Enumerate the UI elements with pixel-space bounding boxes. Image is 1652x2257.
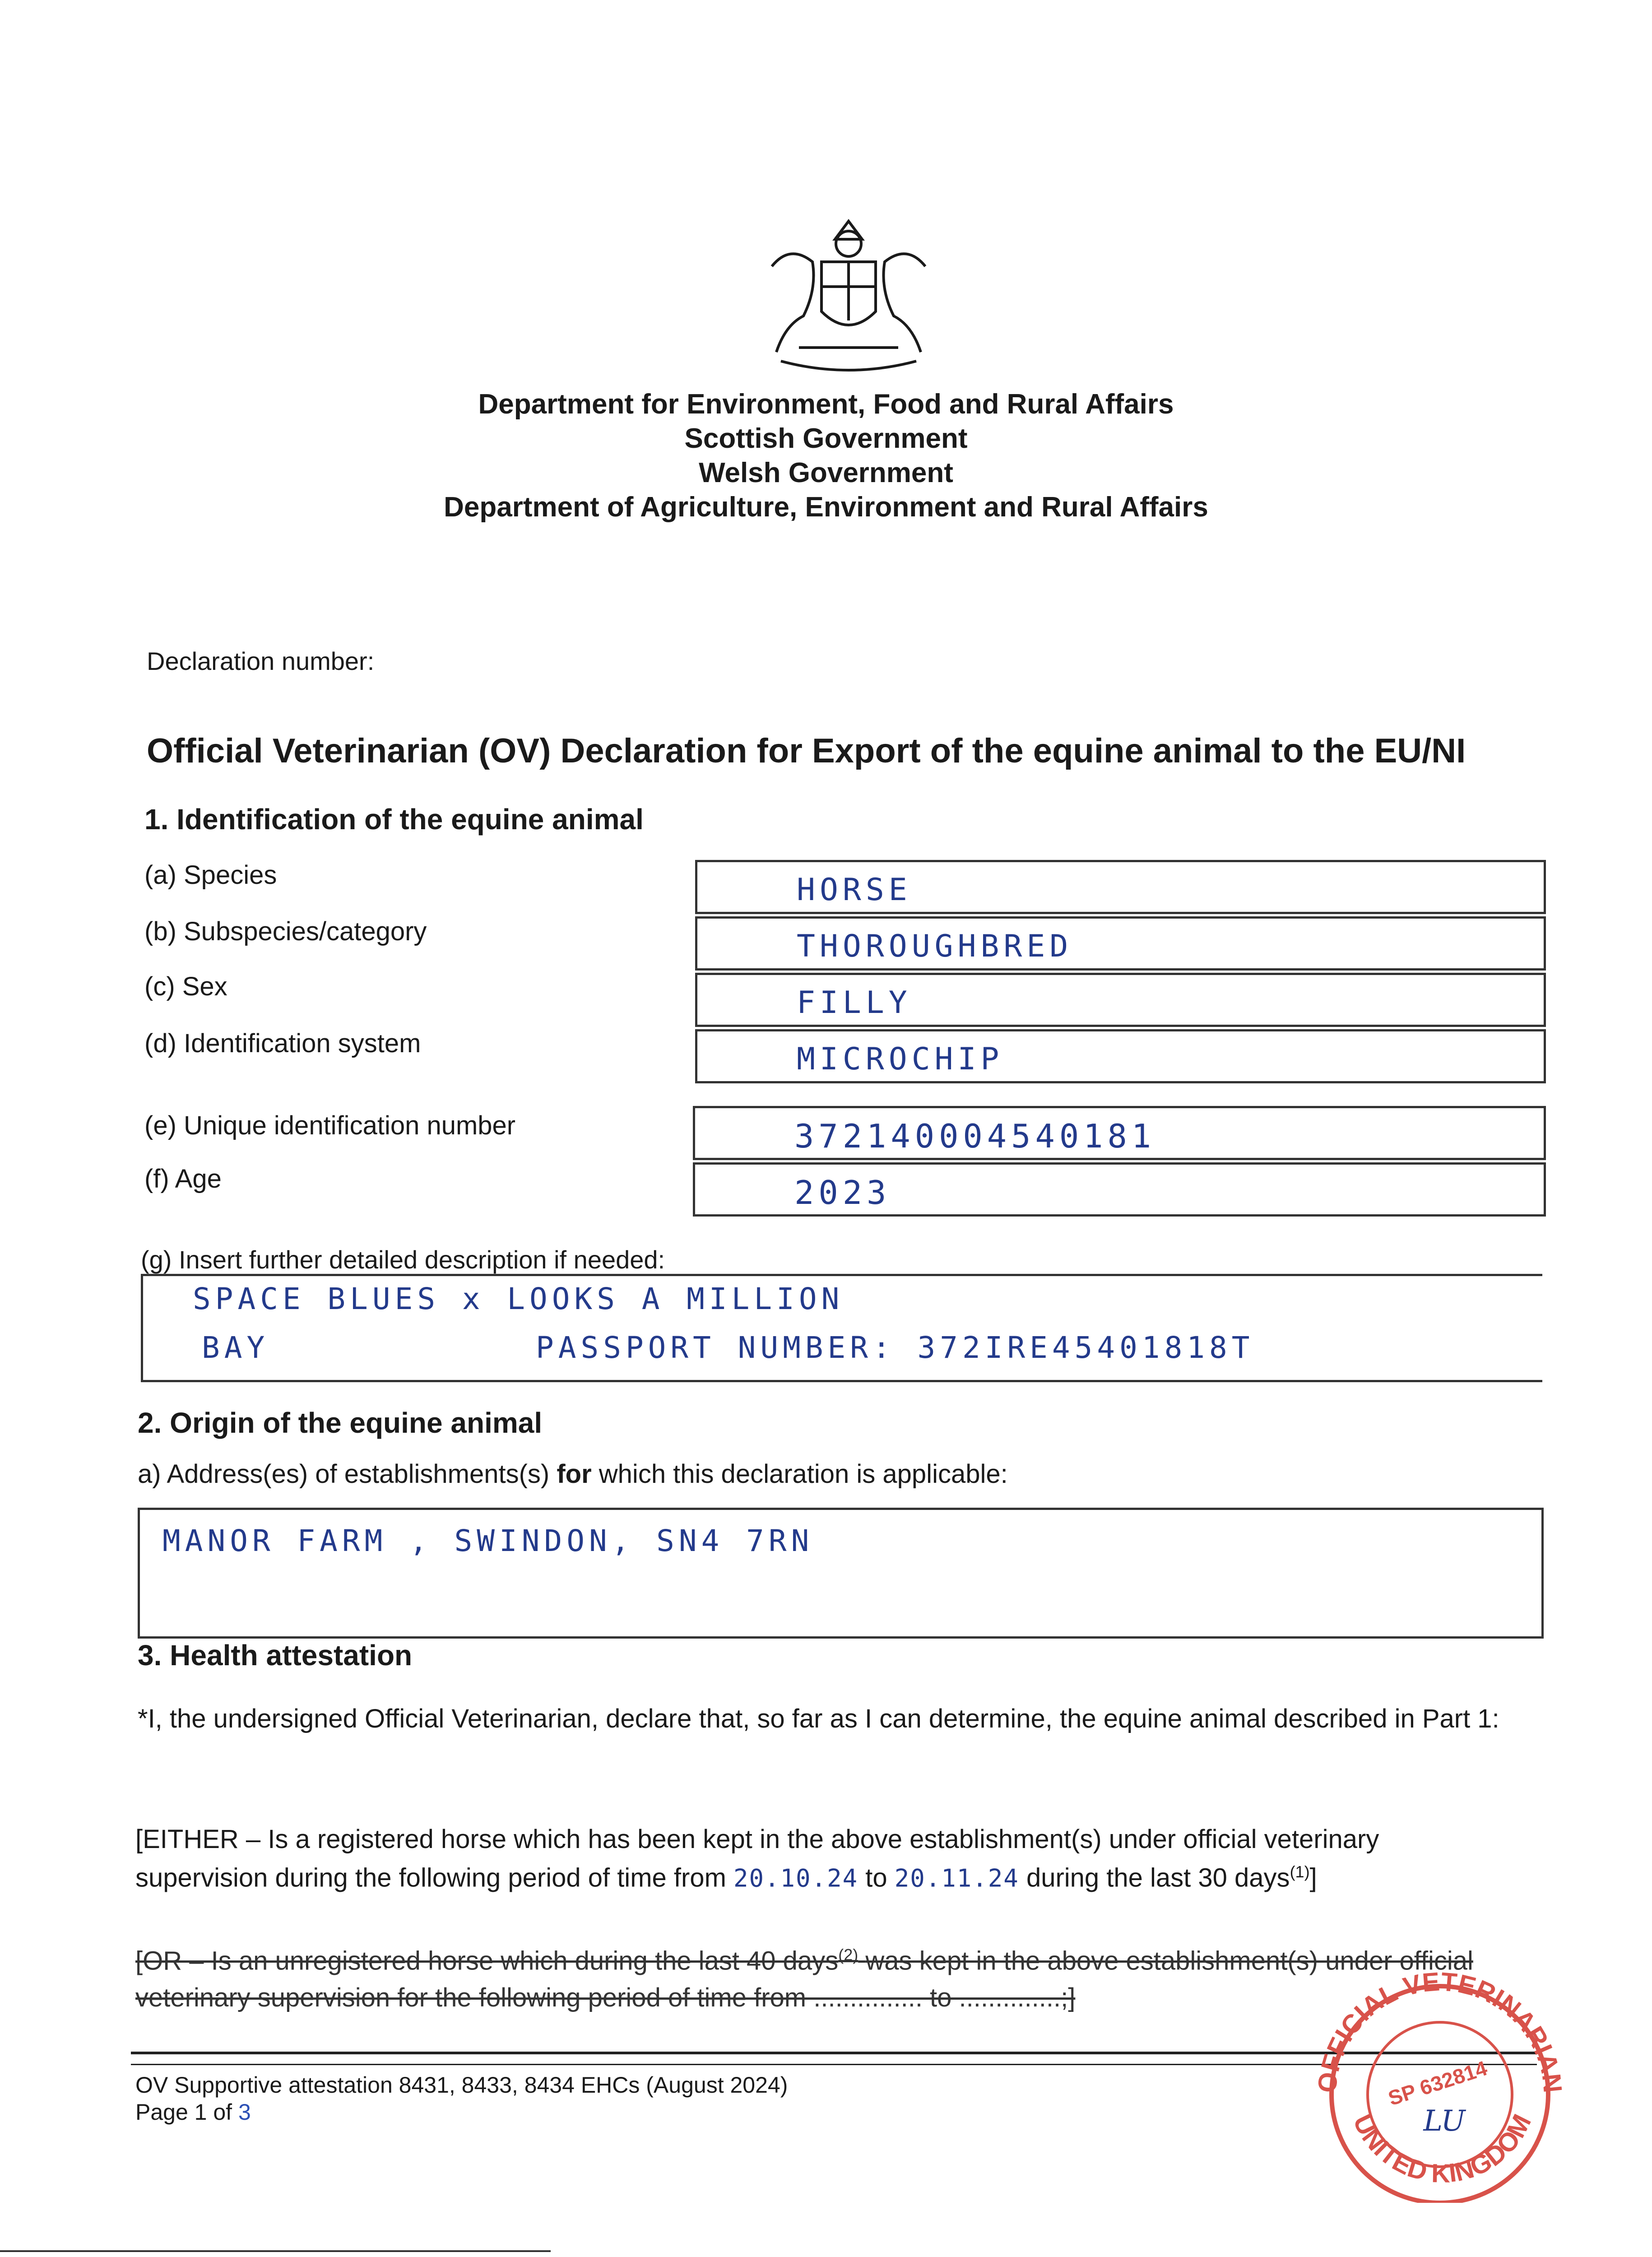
stamp-top-text: OFFICIAL VETERINARIAN [1312,1967,1568,2094]
stamp-number: SP 632814 [1385,2056,1490,2110]
unique-id-value: 372140004540181 [794,1117,1156,1155]
declaration-number-label: Declaration number: [147,647,375,675]
subspecies-field [695,916,1546,971]
page-title: Official Veterinarian (OV) Declaration for Export of the equine animal to the EU/NI [147,732,1466,770]
health-attestation-intro: *I, the undersigned Official Veterinarian, declare that, so far as I can determine, the equine animal described in Part 1: [138,1704,1499,1733]
department-scottish-gov: Scottish Government [684,423,968,454]
or-clause-text: [OR – Is an unregistered horse which during the last 40 days [135,1946,839,1976]
age-field [693,1162,1546,1217]
royal-coat-of-arms [745,212,952,379]
page-total: 3 [238,2099,251,2125]
age-value: 2023 [794,1174,891,1212]
further-description-box [141,1274,1542,1382]
or-clause-line2: veterinary supervision for the following period of time from ............... to ..............;] [135,1983,1076,2012]
further-description-line1: SPACE BLUES x LOOKS A MILLION [193,1282,844,1316]
or-clause-line1 [135,1946,1473,1976]
either-clause-text: supervision during the following period of time from [135,1863,726,1893]
either-clause-close: ] [1309,1863,1317,1893]
address-label-text-end: which this declaration is applicable: [591,1459,1008,1489]
sex-field [695,973,1546,1027]
unique-id-field [693,1106,1546,1160]
either-clause-line1: [EITHER – Is a registered horse which has been kept in the above establishment(s) under official veterinary [135,1825,1379,1854]
scan-edge-line [0,2250,551,2252]
species-value: HORSE [797,872,912,908]
further-description-passport: PASSPORT NUMBER: 372IRE45401818T [536,1330,1254,1365]
date-to-value: 20.11.24 [894,1864,1019,1893]
section2-heading: 2. Origin of the equine animal [138,1407,543,1439]
address-field [138,1508,1544,1639]
field-label-sex: (c) Sex [144,972,227,1001]
field-label-identification-system: (d) Identification system [144,1029,421,1058]
page-prefix: Page 1 of [135,2099,232,2125]
address-label-bold: for [557,1459,592,1489]
footer-form-reference: OV Supportive attestation 8431, 8433, 8434 EHCs (August 2024) [135,2072,788,2098]
official-veterinarian-stamp [1309,1959,1571,2203]
address-label-text: a) Address(es) of establishments(s) [138,1459,557,1489]
either-footnote-ref: (1) [1290,1862,1310,1881]
further-description-colour: BAY [202,1330,269,1365]
department-welsh-gov: Welsh Government [699,457,953,488]
date-from-value: 20.10.24 [733,1864,858,1893]
identification-system-field [695,1029,1546,1083]
section1-heading: 1. Identification of the equine animal [144,803,644,836]
stamp-bottom-text: UNITED KINGDOM [1347,2109,1537,2188]
footer-page-number [135,2099,251,2125]
either-clause-to: to [865,1863,887,1893]
section3-heading: 3. Health attestation [138,1639,413,1672]
address-value: MANOR FARM , SWINDON, SN4 7RN [162,1523,814,1558]
identification-system-value: MICROCHIP [797,1041,1004,1077]
or-footnote-ref: (2) [838,1946,858,1964]
address-label [138,1459,1008,1489]
species-field [695,860,1546,914]
either-clause-text-end: during the last 30 days [1026,1863,1290,1893]
either-clause-line2 [135,1856,1317,1894]
department-daera: Department of Agriculture, Environment and Rural Affairs [444,492,1208,523]
field-label-age: (f) Age [144,1164,222,1194]
or-clause-text-end: was kept in the above establishment(s) under official [865,1946,1473,1976]
department-defra: Department for Environment, Food and Rural Affairs [478,389,1174,420]
sex-value: FILLY [797,985,912,1021]
further-description-label: (g) Insert further detailed description if needed: [141,1245,665,1274]
field-label-species: (a) Species [144,860,277,890]
field-label-unique-id: (e) Unique identification number [144,1111,516,1140]
stamp-initials: LU [1423,2104,1466,2138]
subspecies-value: THOROUGHBRED [797,929,1073,964]
field-label-subspecies: (b) Subspecies/category [144,917,427,946]
